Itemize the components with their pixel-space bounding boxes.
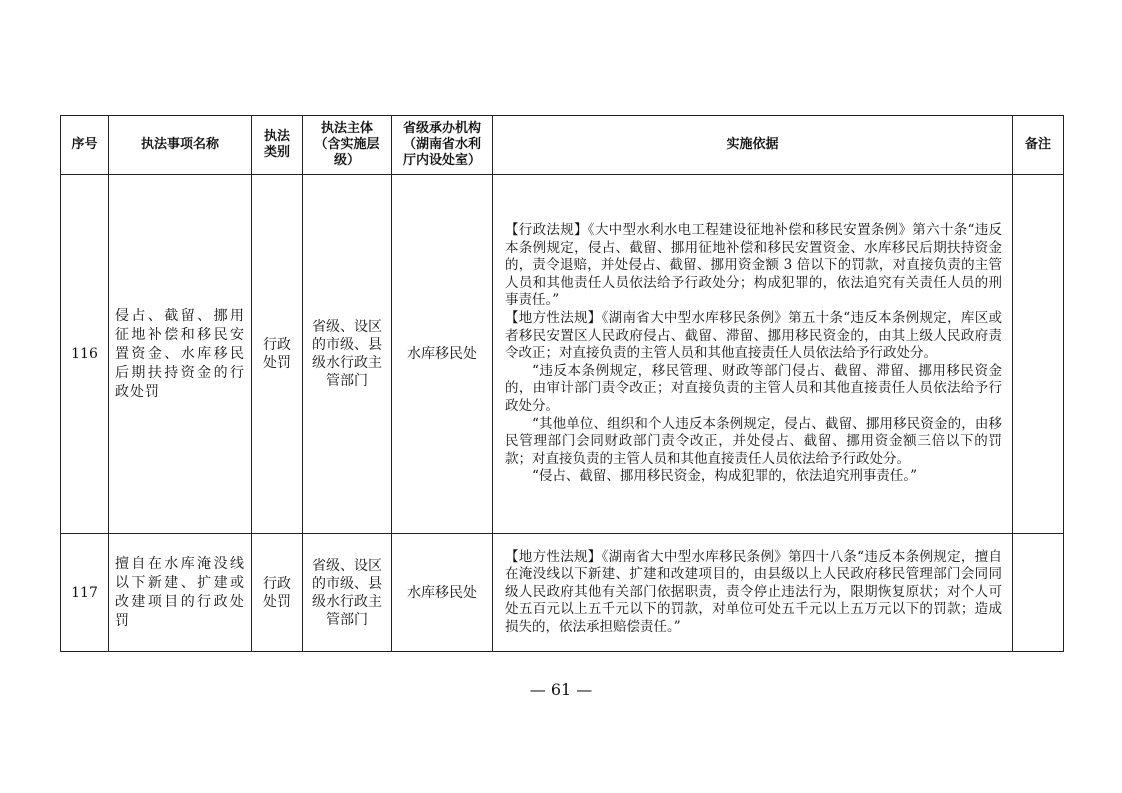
row-serial-number: 116 (61, 175, 109, 534)
page-number: — 61 — (529, 680, 593, 699)
header-category: 执法 类别 (252, 116, 303, 175)
header-serial-number: 序号 (61, 116, 109, 175)
row-category: 行政 处罚 (252, 534, 303, 652)
row-office: 水库移民处 (392, 534, 493, 652)
header-basis: 实施依据 (493, 116, 1013, 175)
enforcement-items-table (60, 115, 1064, 652)
row-subject: 省级、设区的市级、县级水行政主管部门 (303, 175, 392, 534)
row-subject: 省级、设区的市级、县级水行政主管部门 (303, 534, 392, 652)
header-item-name: 执法事项名称 (109, 116, 252, 175)
header-subject: 执法主体 （含实施层 级） (303, 116, 392, 175)
basis-paragraph: 【地方性法规】《湖南省大中型水库移民条例》第四十八条“违反本条例规定，擅自在淹没线以下新建、扩建和改建项目的，由县级以上人民政府移民管理部门会同同级人民政府其他有关部门依据职责，责令停止违法行为，限期恢复原状；对个人可处五百元以上五千元以下的罚款，对单位可处五千元以上五万元以下的罚款；造成损失的，依法承担赔偿责任。” (505, 548, 1002, 635)
row-item-name: 侵占、截留、挪用征地补偿和移民安置资金、水库移民后期扶持资金的行政处罚 (109, 175, 252, 534)
row-office: 水库移民处 (392, 175, 493, 534)
basis-paragraph: “侵占、截留、挪用移民资金，构成犯罪的，依法追究刑事责任。” (532, 468, 918, 485)
table-row (61, 534, 1064, 652)
header-office: 省级承办机构 （湖南省水利 厅内设处室） (392, 116, 493, 175)
row-serial-number: 117 (61, 534, 109, 652)
row-basis (493, 534, 1013, 652)
header-remarks: 备注 (1013, 116, 1064, 175)
row-item-name: 擅自在水库淹没线以下新建、扩建或改建项目的行政处罚 (109, 534, 252, 652)
row-remarks (1013, 175, 1064, 534)
row-remarks (1013, 534, 1064, 652)
row-basis (493, 175, 1013, 534)
basis-paragraph: 【行政法规】《大中型水利水电工程建设征地补偿和移民安置条例》第六十条“违反本条例规定，侵占、截留、挪用征地补偿和移民安置资金、水库移民后期扶持资金的，责令退赔，并处侵占、截留、挪用资金额 3 倍以下的罚款，对直接负责的主管人员和其他责任人员依法给予行政处分；构成犯罪的，依法追究有关责任人员的刑事责任。” (505, 222, 1002, 309)
row-category: 行政 处罚 (252, 175, 303, 534)
table-header-row (61, 116, 1064, 175)
basis-paragraph: “违反本条例规定，移民管理、财政等部门侵占、截留、滞留、挪用移民资金的，由审计部门责令改正；对直接负责的主管人员和其他直接责任人员依法给予行政处分。 (505, 362, 1002, 414)
basis-paragraph: “其他单位、组织和个人违反本条例规定，侵占、截留、挪用移民资金的，由移民管理部门会同财政部门责令改正，并处侵占、截留、挪用资金额三倍以下的罚款；对直接负责的主管人员和其他直接责任人员依法给予行政处分。 (505, 415, 1002, 467)
basis-paragraph: 【地方性法规】《湖南省大中型水库移民条例》第五十条“违反本条例规定，库区或者移民安置区人民政府侵占、截留、滞留、挪用移民资金的，由其上级人民政府责令改正；对直接负责的主管人员和其他直接责任人员依法给予行政处分。 (505, 310, 1002, 362)
table-row (61, 175, 1064, 534)
